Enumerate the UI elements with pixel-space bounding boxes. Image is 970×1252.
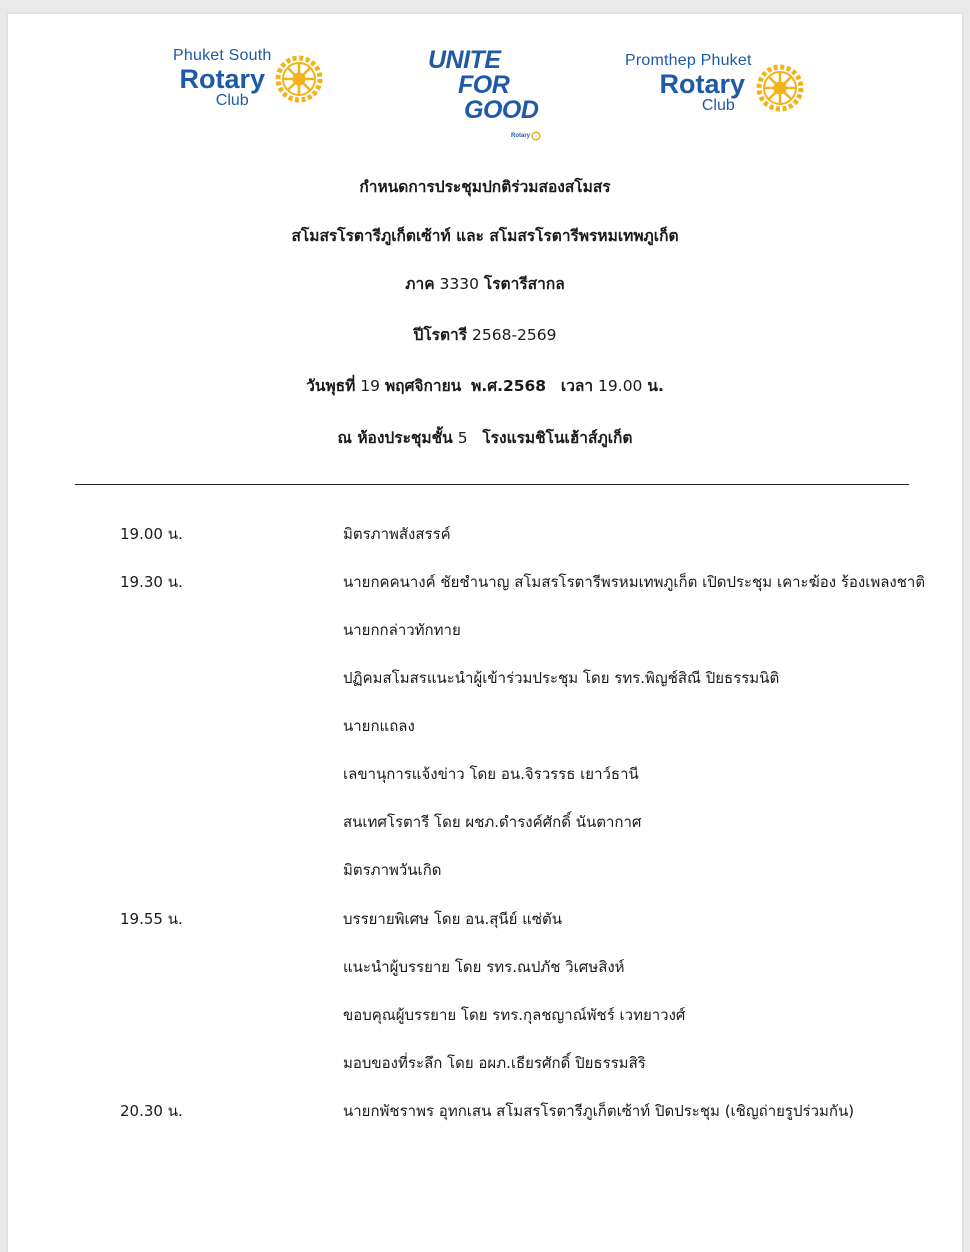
logo-left-line2: Rotary [179, 64, 265, 94]
unite-text: UNITE [428, 46, 501, 74]
phuket-south-rotary-logo [173, 48, 325, 109]
venue-floor: 5 [457, 429, 468, 447]
time-label: เวลา [560, 377, 594, 395]
promthep-phuket-rotary-logo [625, 52, 806, 114]
logo-right-line2: Rotary [659, 68, 746, 99]
venue-hotel: โรงแรมชิโนเฮ้าส์ภูเก็ต [482, 429, 633, 447]
district-number: 3330 [439, 275, 479, 293]
agenda-time: 19.30 น. [120, 573, 183, 591]
date-day-number: 19 [360, 377, 381, 395]
heading-line-2 [0, 223, 970, 248]
heading-line-6 [0, 425, 970, 450]
date-day-label: วันพุธที่ [306, 377, 356, 395]
for-text: FOR [458, 71, 510, 99]
agenda-time: 19.55 น. [120, 910, 183, 928]
heading-line-1 [0, 174, 970, 199]
agenda-item: นายกแถลง [343, 717, 415, 735]
rotary-wheel-icon [754, 62, 806, 114]
logo-left-line1: Phuket South [173, 47, 272, 64]
agenda-item: นายกคคนางค์ ชัยชำนาญ สโมสรโรตารีพรหมเทพภูเก็ต เปิดประชุม เคาะฆ้อง ร้องเพลงชาติ [343, 573, 926, 591]
small-rotary-mark [428, 131, 546, 141]
small-rotary-text: Rotary [510, 133, 530, 139]
date-month: พฤศจิกายน [384, 377, 462, 395]
clubs-names: สโมสรโรตารีภูเก็ตเซ้าท์ และ สโมสรโรตารีพรหมเทพภูเก็ต [291, 227, 679, 245]
agenda-item: นายกกล่าวทักทาย [343, 621, 461, 639]
logo-right-line3: Club [701, 96, 735, 114]
rotary-year-value: 2568-2569 [472, 326, 557, 344]
good-text: GOOD [464, 96, 539, 124]
time-value: 19.00 [598, 377, 643, 395]
rotary-international: โรตารีสากล [483, 275, 565, 293]
agenda-time: 20.30 น. [120, 1102, 183, 1120]
unite-for-good-logo [428, 48, 546, 141]
agenda-item: บรรยายพิเศษ โดย อน.สุนีย์ แซ่ตัน [343, 910, 563, 928]
date-year: พ.ศ.2568 [471, 377, 547, 395]
heading-line-4 [0, 322, 970, 347]
venue-room-label: ณ ห้องประชุมชั้น [337, 429, 453, 447]
rotary-wheel-icon [273, 53, 325, 105]
rotary-year-label: ปีโรตารี [413, 326, 468, 344]
heading-line-3 [0, 271, 970, 296]
meeting-title: กำหนดการประชุมปกติร่วมสองสโมสร [359, 178, 611, 196]
divider [75, 484, 909, 485]
logo-left-line3: Club [215, 92, 249, 109]
small-rotary-wheel-icon [531, 131, 541, 141]
agenda-item: มิตรภาพสังสรรค์ [343, 525, 451, 543]
agenda-item: มิตรภาพวันเกิด [343, 861, 442, 879]
agenda-item: เลขานุการแจ้งข่าว โดย อน.จิรวรรธ เยาว์ธานี [343, 765, 639, 783]
agenda-item: สนเทศโรตารี โดย ผชภ.ดำรงค์ศักดิ์ นันตากาศ [343, 813, 642, 831]
agenda-item: แนะนำผู้บรรยาย โดย รทร.ณปภัช วิเศษสิงห์ [343, 958, 625, 976]
logo-right-line1: Promthep Phuket [625, 51, 752, 69]
district-label: ภาค [405, 275, 435, 293]
agenda-item: นายกพัชราพร อุทกเสน สโมสรโรตารีภูเก็ตเซ้าท์ ปิดประชุม (เชิญถ่ายรูปร่วมกัน) [343, 1102, 855, 1120]
agenda-time: 19.00 น. [120, 525, 183, 543]
agenda-item: มอบของที่ระลึก โดย อผภ.เธียรศักดิ์ ปิยธรรมสิริ [343, 1054, 646, 1072]
time-unit: น. [647, 377, 664, 395]
agenda-item: ปฏิคมสโมสรแนะนำผู้เข้าร่วมประชุม โดย รทร.พิญช์สิณี ปิยธรรมนิติ [343, 669, 780, 687]
heading-line-5 [0, 373, 970, 398]
agenda-item: ขอบคุณผู้บรรยาย โดย รทร.กุลชญาณ์พัชร์ เวทยาวงศ์ [343, 1006, 686, 1024]
